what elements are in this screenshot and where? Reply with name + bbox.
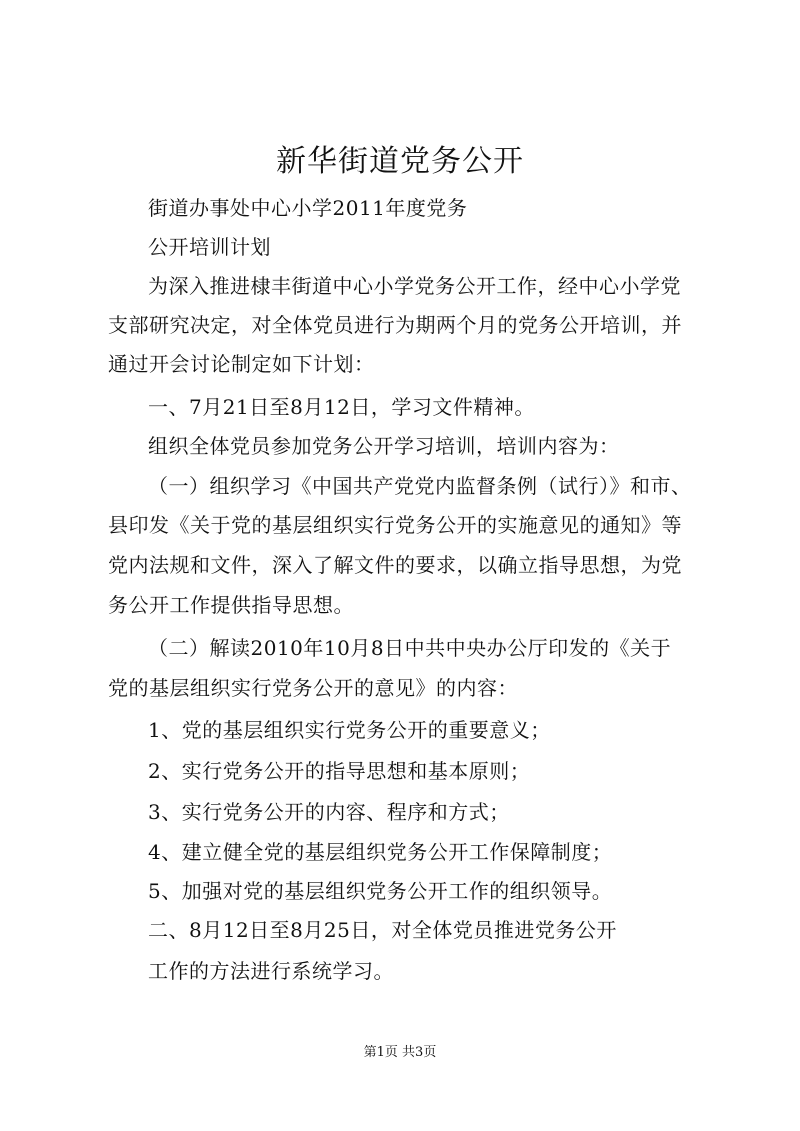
text-line: 公开培训计划 — [148, 235, 271, 259]
text-line: 县印发《关于党的基层组织实行党务公开的实施意见的通知》等 — [108, 513, 682, 537]
document-title: 新华街道党务公开 — [276, 144, 524, 179]
text-line: 务公开工作提供指导思想。 — [108, 593, 354, 617]
text-line: 工作的方法进行系统学习。 — [148, 959, 394, 983]
text-line: 二、8月12日至8月25日，对全体党员推进党务公开 — [148, 918, 617, 942]
text-line: 党的基层组织实行党务公开的意见》的内容： — [108, 676, 518, 700]
text-line: 街道办事处中心小学2011年度党务 — [148, 196, 468, 220]
text-line: 为深入推进棣丰街道中心小学党务公开工作，经中心小学党 — [148, 274, 681, 298]
text-line: 支部研究决定，对全体党员进行为期两个月的党务公开培训，并 — [108, 313, 682, 337]
text-line: （一）组织学习《中国共产党党内监督条例（试行）》和市、 — [148, 474, 692, 498]
text-line: 4、建立健全党的基层组织党务公开工作保障制度； — [148, 840, 613, 864]
text-line: 5、加强对党的基层组织党务公开工作的组织领导。 — [148, 879, 613, 903]
text-line: 通过开会讨论制定如下计划： — [108, 352, 375, 376]
text-line: （二）解读2010年10月8日中共中央办公厅印发的《关于 — [148, 636, 672, 660]
text-line: 1、党的基层组织实行党务公开的重要意义； — [148, 718, 551, 742]
page-footer: 第1页 共3页 — [363, 1045, 437, 1060]
text-line: 2、实行党务公开的指导思想和基本原则； — [148, 759, 531, 783]
text-line: 一、7月21日至8月12日，学习文件精神。 — [148, 395, 535, 419]
text-line: 组织全体党员参加党务公开学习培训，培训内容为： — [148, 434, 620, 458]
text-line: 3、实行党务公开的内容、程序和方式； — [148, 800, 510, 824]
text-line: 党内法规和文件，深入了解文件的要求，以确立指导思想，为党 — [108, 553, 682, 577]
